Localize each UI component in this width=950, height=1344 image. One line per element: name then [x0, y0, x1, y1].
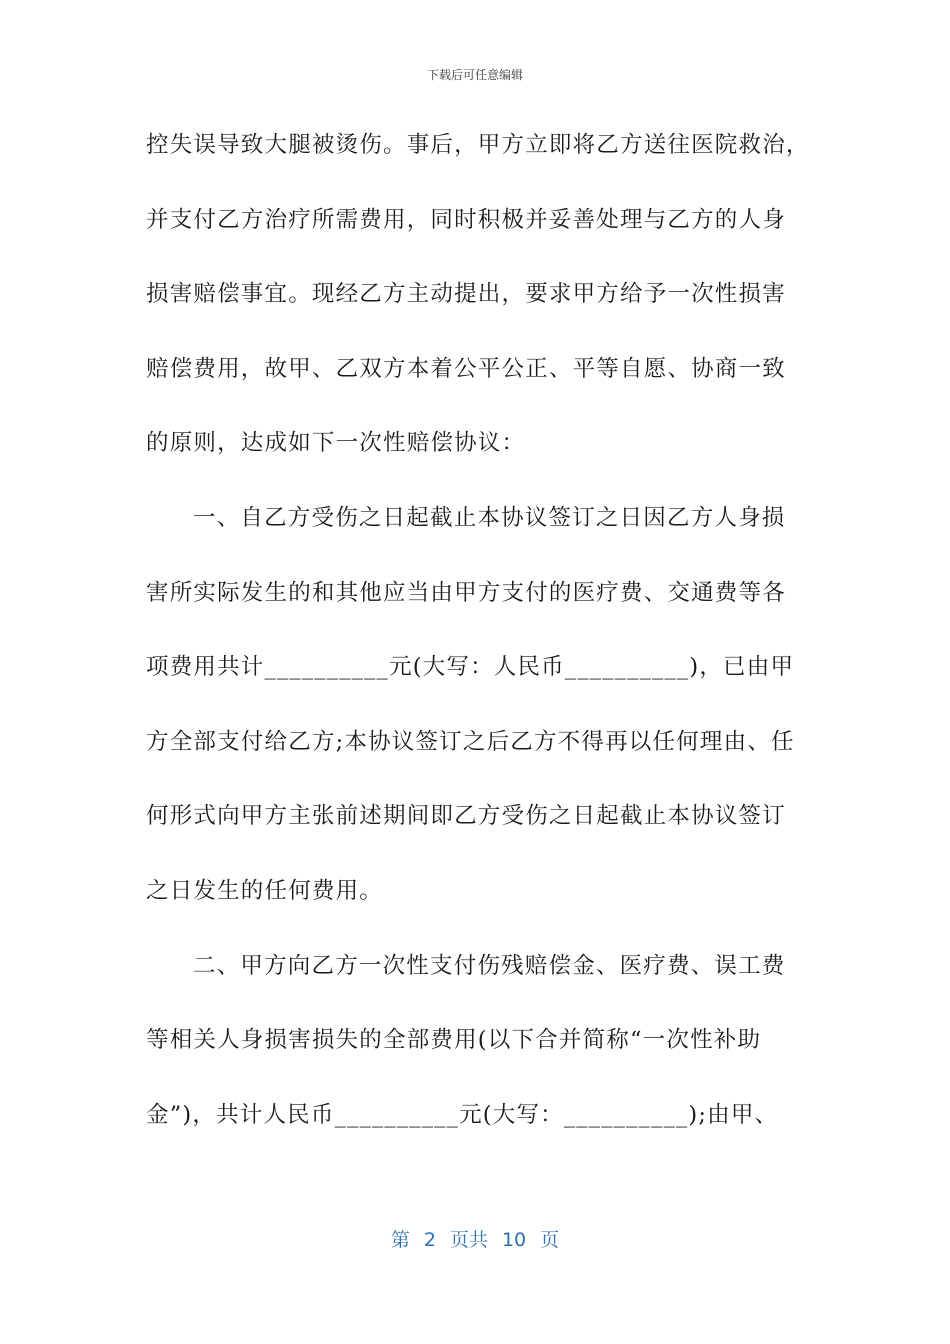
document-body: [146, 118, 808, 1162]
footer-total-pages: 10: [501, 1229, 527, 1251]
footer-page-number: 2: [423, 1229, 436, 1251]
clause-two-line-3: 金”)，共计人民币__________元(大写：__________);由甲、: [146, 1101, 779, 1128]
body-line-4: 赔偿费用，故甲、乙双方本着公平公正、平等自愿、协商一致: [146, 355, 786, 382]
body-line-5: 的原则，达成如下一次性赔偿协议：: [146, 430, 526, 457]
footer-middle: 页共: [449, 1229, 488, 1251]
clause-two-line-2: 等相关人身损害损失的全部费用(以下合并简称“一次性补助: [146, 1027, 762, 1054]
clause-one-line-3: 项费用共计__________元(大写：人民币__________)，已由甲: [146, 654, 795, 681]
clause-one-line-4: 方全部支付给乙方;本协议签订之后乙方不得再以任何理由、任: [146, 728, 795, 755]
page-footer: [0, 1225, 950, 1252]
body-line-2: 并支付乙方治疗所需费用，同时积极并妥善处理与乙方的人身: [146, 206, 786, 233]
clause-one-line-5: 何形式向甲方主张前述期间即乙方受伤之日起截止本协议签订: [146, 803, 786, 830]
clause-one-line-6: 之日发生的任何费用。: [146, 877, 384, 904]
body-line-3: 损害赔偿事宜。现经乙方主动提出，要求甲方给予一次性损害: [146, 281, 786, 308]
body-line-1: 控失误导致大腿被烫伤。事后，甲方立即将乙方送往医院救治，: [146, 132, 810, 158]
clause-one-line-2: 害所实际发生的和其他应当由甲方支付的医疗费、交通费等各: [146, 579, 786, 606]
footer-prefix: 第: [390, 1229, 410, 1251]
footer-suffix: 页: [540, 1229, 560, 1251]
page-header: 下载后可任意编辑: [426, 68, 523, 82]
clause-two-line-1: 二、甲方向乙方一次性支付伤残赔偿金、医疗费、误工费: [193, 952, 786, 979]
clause-one-line-1: 一、自乙方受伤之日起截止本协议签订之日因乙方人身损: [193, 504, 786, 531]
